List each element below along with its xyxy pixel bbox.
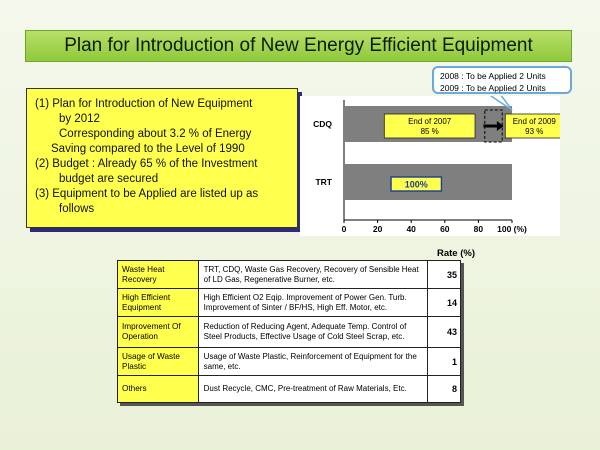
title-bar <box>25 30 572 62</box>
x-tick-label: 100 (%) <box>497 224 527 234</box>
annotation-2009-value: 93 % <box>525 127 544 136</box>
plan-point-1-line3: Corresponding about 3.2 % of Energy <box>59 128 252 140</box>
row-rate: 43 <box>428 317 461 348</box>
row-description: Reduction of Reducing Agent, Adequate Temp. Control of Steel Products, Effective Usage of Cold Steel Scrap, etc. <box>198 317 428 348</box>
x-tick-label: 0 <box>341 224 347 234</box>
annotation-2007-value: 85 % <box>420 127 439 136</box>
x-tick-label: 20 <box>372 224 383 234</box>
row-category: Waste Heat Recovery <box>118 261 199 289</box>
plan-point-1-line2: by 2012 <box>59 113 100 125</box>
plan-point-3: (3) Equipment to be Applied are listed up as <box>35 188 259 200</box>
schedule-callout <box>432 66 572 94</box>
plan-point-1-line4: Saving compared to the Level of 1990 <box>51 143 245 155</box>
annotation-2007-label: End of 2007 <box>408 117 452 126</box>
rate-table <box>117 260 461 403</box>
table-row <box>118 261 461 289</box>
progress-bar-chart <box>300 96 560 236</box>
plan-point-3-line2: follows <box>59 203 95 215</box>
row-description: High Efficient O2 Eqip. Improvement of Power Gen. Turb. Improvement of Sinter / BF/HS, High Eff. Motor, etc. <box>198 289 428 317</box>
row-description: Usage of Waste Plastic, Reinforcement of Equipment for the same, etc. <box>198 348 428 376</box>
table-row <box>118 317 461 348</box>
x-tick-label: 80 <box>473 224 484 234</box>
row-category: Usage of Waste Plastic <box>118 348 199 376</box>
table-row <box>118 376 461 403</box>
page-title: Plan for Introduction of New Energy Efficient Equipment <box>64 35 533 56</box>
row-category: Improvement Of Operation <box>118 317 199 348</box>
row-rate: 35 <box>428 261 461 289</box>
row-rate: 8 <box>428 376 461 403</box>
category-label: CDQ <box>313 119 332 129</box>
plan-point-2-line2: budget are secured <box>59 173 159 185</box>
annotation-trt-value: 100% <box>404 179 428 190</box>
row-description: TRT, CDQ, Waste Gas Recovery, Recovery of Sensible Heat of LD Gas, Regenerative Burner, etc. <box>198 261 428 289</box>
x-tick-label: 60 <box>440 224 450 234</box>
row-rate: 14 <box>428 289 461 317</box>
plan-point-2: (2) Budget : Already 65 % of the Investment <box>35 158 258 170</box>
annotation-2009-label: End of 2009 <box>512 117 556 126</box>
plan-point-1: (1) Plan for Introduction of New Equipment <box>35 98 253 110</box>
row-rate: 1 <box>428 348 461 376</box>
callout-line-2009: 2009 : To be Applied 2 Units <box>440 83 546 93</box>
row-description: Dust Recycle, CMC, Pre-treatment of Raw Materials, Etc. <box>198 376 428 403</box>
rate-column-header: Rate (%) <box>437 248 476 259</box>
callout-line-2008: 2008 : To be Applied 2 Units <box>440 71 546 81</box>
row-category: Others <box>118 376 199 403</box>
category-label: TRT <box>315 177 332 187</box>
plan-info-box <box>26 88 298 228</box>
row-category: High Efficient Equipment <box>118 289 199 317</box>
x-tick-label: 40 <box>406 224 416 234</box>
table-row <box>118 348 461 376</box>
table-row <box>118 289 461 317</box>
